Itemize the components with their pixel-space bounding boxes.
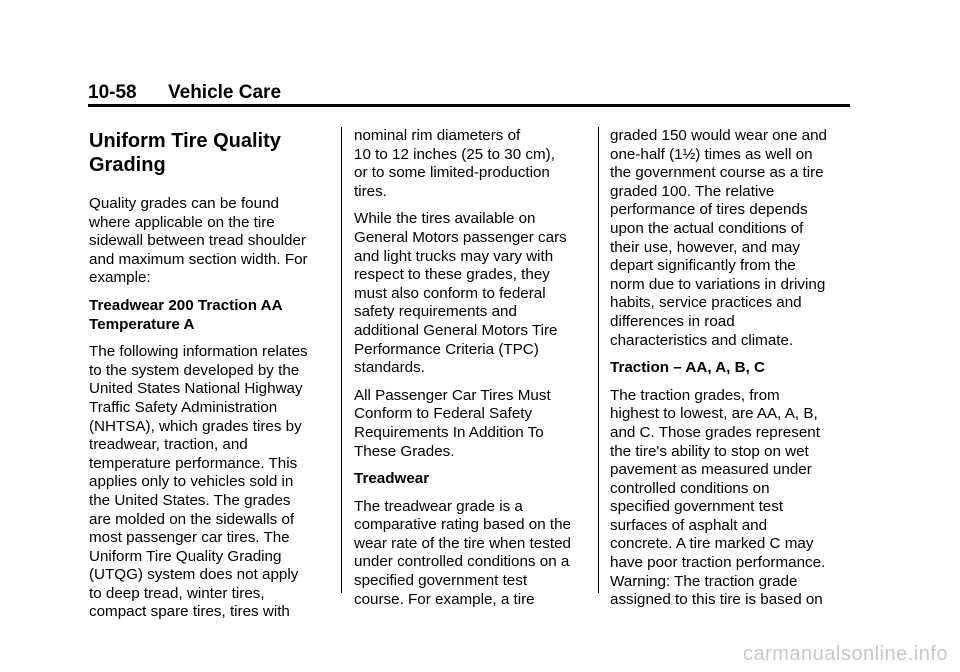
text-line: standards. [354,359,425,377]
paragraph-federal-safety [354,387,592,461]
column-2 [354,127,592,618]
text-line: and maximum section width. For [89,250,308,268]
text-line: Conform to Federal Safety [354,405,533,423]
paragraph-nhtsa-info [89,343,327,622]
text-line: Uniform Tire Quality Grading [89,547,282,565]
text-line: or to some limited-production [354,164,550,182]
text-line: graded 150 would wear one and [610,127,828,144]
text-line: controlled conditions on [610,479,770,497]
text-line: highest to lowest, are AA, A, B, [610,405,818,423]
text-line: where applicable on the tire [89,213,275,231]
text-line: norm due to variations in driving [610,275,826,293]
text-line: pavement as measured under [610,461,812,479]
text-line: nominal rim diameters of [354,127,521,144]
text-line: comparative rating based on the [354,516,571,534]
text-line: Temperature A [89,315,195,333]
text-line: and C. Those grades represent [610,423,820,441]
text-line: Traction – AA, A, B, C [610,359,765,377]
text-line: Quality grades can be found [89,195,279,212]
page-number: 10-58 [88,82,137,103]
text-line: graded 100. The relative [610,182,775,200]
paragraph-traction [610,387,848,610]
paragraph-rim-diameters [354,127,592,201]
paragraph-treadwear [354,498,592,610]
text-line: (NHTSA), which grades tires by [89,417,302,435]
example-grade-label [89,297,327,334]
text-line: must also conform to federal [354,284,546,302]
section-title-line-1: Uniform Tire Quality [89,130,281,152]
text-line: are molded on the sidewalls of [89,510,295,528]
text-line: While the tires available on [354,210,536,228]
text-line: their use, however, and may [610,238,800,256]
text-line: under controlled conditions on a [354,553,570,571]
section-name: Vehicle Care [168,82,282,103]
text-line: most passenger car tires. The [89,529,290,547]
column-1 [89,127,327,631]
text-line: General Motors passenger cars [354,228,567,246]
text-line: performance of tires depends [610,201,808,219]
text-line: surfaces of asphalt and [610,516,768,534]
text-line: safety requirements and [354,303,517,321]
text-line: to deep tread, winter tires, [89,584,265,602]
text-line: The traction grades, from [610,386,780,404]
text-line: compact spare tires, tires with [89,603,290,621]
text-line: Traffic Safety Administration [89,398,278,416]
watermark: carmanualsonline.info [742,643,948,665]
text-line: course. For example, a tire [354,590,535,608]
column-3 [610,127,848,619]
column-divider-1 [341,127,342,593]
text-line: the United States. The grades [89,491,291,509]
page-header [88,82,850,104]
text-line: wear rate of the tire when tested [354,534,571,552]
text-line: depart significantly from the [610,257,796,275]
heading-treadwear [354,470,592,489]
text-line: Treadwear 200 Traction AA [89,296,283,314]
text-line: and light trucks may vary with [354,247,554,265]
text-line: The treadwear grade is a [354,497,523,515]
text-line: tires. [354,182,387,200]
section-title-line-2: Grading [89,154,166,176]
text-line: to the system developed by the [89,361,300,379]
text-line: sidewall between tread shoulder [89,232,306,250]
text-line: Performance Criteria (TPC) [354,340,539,358]
text-line: temperature performance. This [89,454,298,472]
text-line: have poor traction performance. [610,554,826,572]
text-line: 10 to 12 inches (25 to 30 cm), [354,145,555,163]
text-line: treadwear, traction, and [89,436,248,454]
column-divider-2 [598,127,599,593]
text-line: The following information relates [89,343,308,361]
text-line: concrete. A tire marked C may [610,535,814,553]
text-line: respect to these grades, they [354,266,550,284]
text-line: These Grades. [354,442,455,460]
text-line: one-half (1½) times as well on [610,145,813,163]
text-line: characteristics and climate. [610,331,794,349]
text-line: Requirements In Addition To [354,423,544,441]
text-line: Warning: The traction grade [610,572,798,590]
text-line: All Passenger Car Tires Must [354,386,551,404]
text-line: the government course as a tire [610,164,824,182]
text-line: differences in road [610,312,735,330]
text-line: (UTQG) system does not apply [89,566,299,584]
text-line: upon the actual conditions of [610,219,804,237]
heading-traction [610,359,848,378]
paragraph-gm-tires [354,210,592,377]
paragraph-quality-grades [89,195,327,288]
section-title [89,129,327,177]
text-line: additional General Motors Tire [354,321,558,339]
header-rule [88,104,850,107]
text-line: the tire's ability to stop on wet [610,442,809,460]
text-line: habits, service practices and [610,294,802,312]
paragraph-treadwear-cont [610,127,848,350]
text-line: United States National Highway [89,380,303,398]
text-line: Treadwear [354,470,430,488]
text-line: assigned to this tire is based on [610,591,823,609]
text-line: specified government test [610,498,784,516]
text-line: specified government test [354,572,528,590]
text-line: example: [89,269,151,287]
text-line: applies only to vehicles sold in [89,473,294,491]
